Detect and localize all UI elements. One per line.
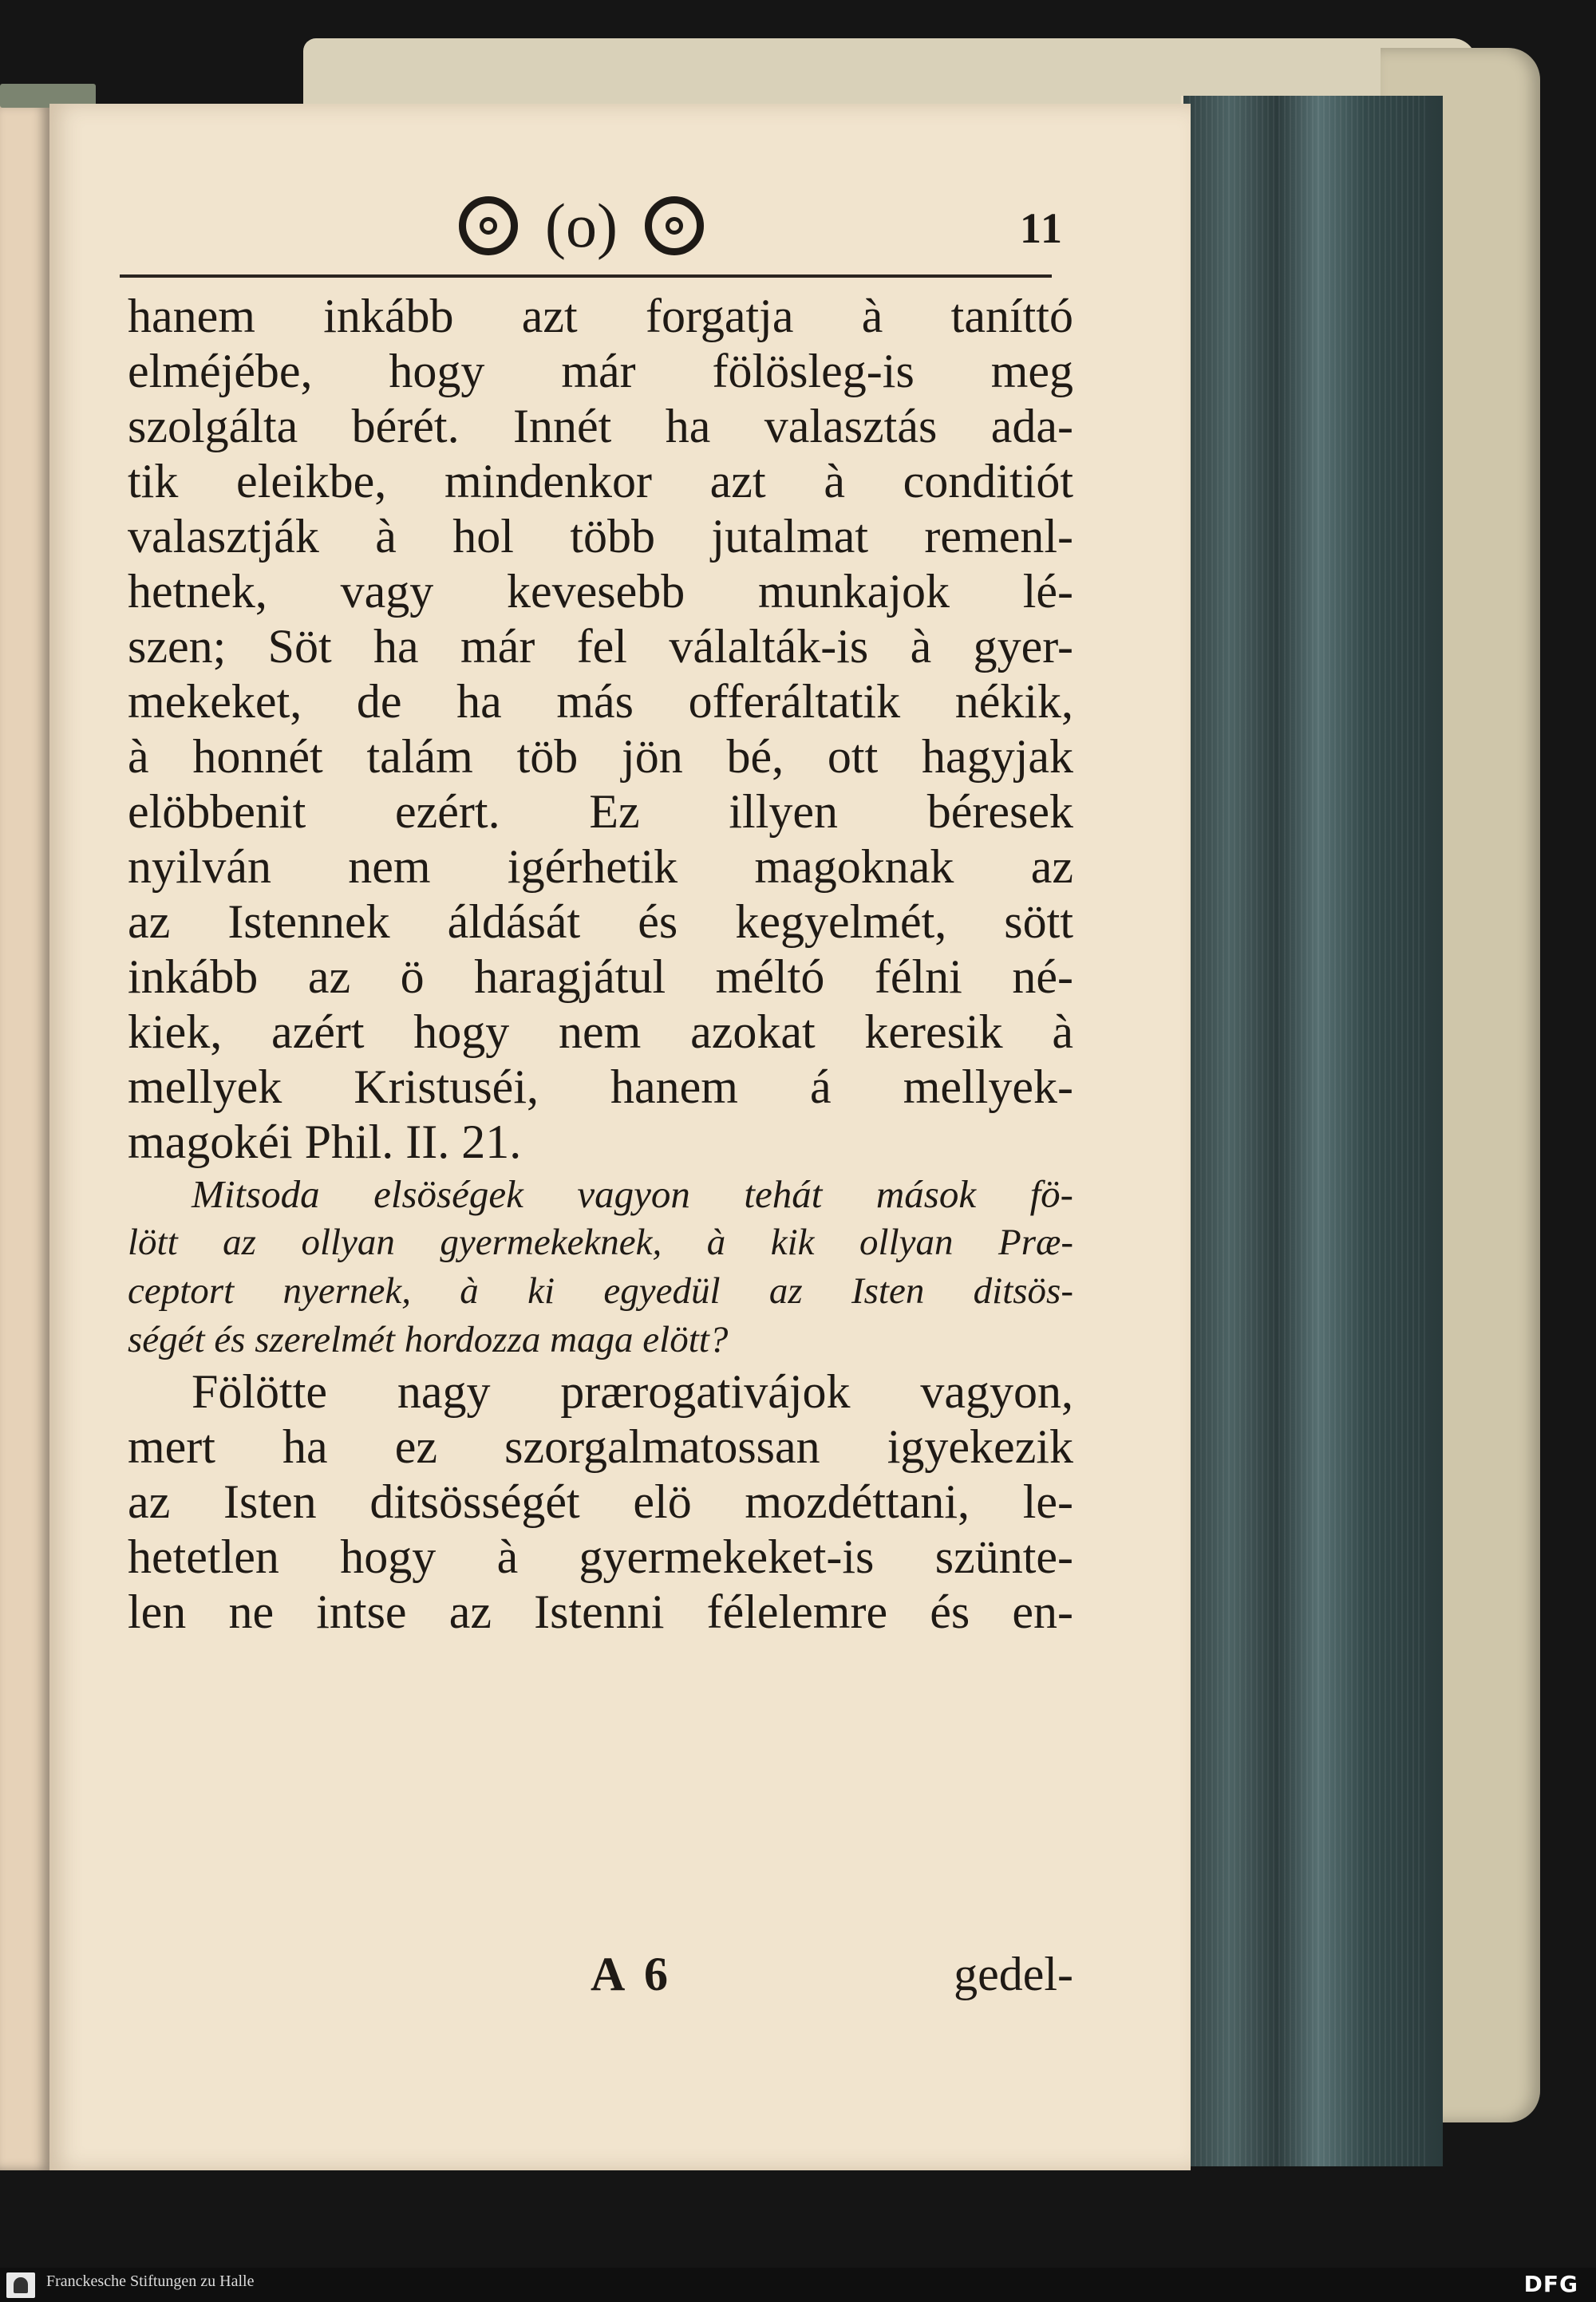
header-center-mark: (o) (545, 191, 618, 260)
text-line: mellyek Kristuséi, hanem á mellyek- (128, 1060, 1073, 1113)
question-line: ségét és szerelmét hordozza maga elött? (128, 1319, 729, 1360)
answer-line: mert ha ez szorgalmatossan igyekezik (128, 1420, 1073, 1473)
text-line: tik eleikbe, mindenkor azt à conditiót (128, 455, 1073, 507)
text-line: elméjébe, hogy már fölösleg-is meg (128, 345, 1073, 397)
text-line: inkább az ö haragjátul méltó félni né- (128, 950, 1073, 1003)
foundation-logo-icon (6, 2272, 35, 2298)
text-line: mekeket, de ha más offeráltatik nékik, (128, 675, 1073, 728)
header-rule (120, 274, 1052, 278)
flower-ornament-icon (645, 196, 704, 255)
answer-line: Fölötte nagy prærogativájok vagyon, (192, 1365, 1073, 1418)
question-line: lött az ollyan gyermekeknek, à kik ollyan Præ- (128, 1222, 1073, 1263)
text-line: elöbbenit ezért. Ez illyen béresek (128, 785, 1073, 838)
answer-line: len ne intse az Istenni félelemre és en- (128, 1585, 1073, 1638)
page-text (128, 289, 1073, 1640)
text-line: nyilván nem igérhetik magoknak az (128, 840, 1073, 893)
institution-credit: Franckesche Stiftungen zu Halle (46, 2272, 255, 2290)
question-line: ceptort nyernek, à ki egyedül az Isten ditsös- (128, 1270, 1073, 1312)
dfg-logo: DFG (1523, 2271, 1578, 2297)
text-line: szolgálta bérét. Innét ha valasztás ada- (128, 400, 1073, 452)
page-number: 11 (1020, 204, 1065, 252)
text-line: kiek, azért hogy nem azokat keresik à (128, 1005, 1073, 1058)
facing-page-edge (0, 104, 49, 2170)
answer-line: hetetlen hogy à gyermekeket-is szünte- (128, 1530, 1073, 1583)
page-block-texture (1189, 96, 1428, 2166)
page-footer (128, 1947, 1073, 2003)
text-line: à honnét talám töb jön bé, ott hagyjak (128, 730, 1073, 783)
text-line: magokéi Phil. II. 21. (128, 1115, 522, 1168)
text-line: szen; Söt ha már fel válalták-is à gyer- (128, 620, 1073, 673)
signature-mark: A 6 (591, 1948, 674, 2000)
flower-ornament-icon (459, 196, 518, 255)
text-line: valasztják à hol több jutalmat remenl- (128, 510, 1073, 563)
question-line: Mitsoda elsöségek vagyon tehát mások fö- (192, 1172, 1073, 1216)
catchword: gedel- (954, 1948, 1073, 2000)
text-line: hanem inkább azt forgatja à taníttó (128, 290, 1073, 342)
page-header (459, 190, 704, 262)
text-line: az Istennek áldását és kegyelmét, sött (128, 895, 1073, 948)
text-line: hetnek, vagy kevesebb munkajok lé- (128, 565, 1073, 618)
answer-line: az Isten ditsösségét elö mozdéttani, le- (128, 1475, 1073, 1528)
